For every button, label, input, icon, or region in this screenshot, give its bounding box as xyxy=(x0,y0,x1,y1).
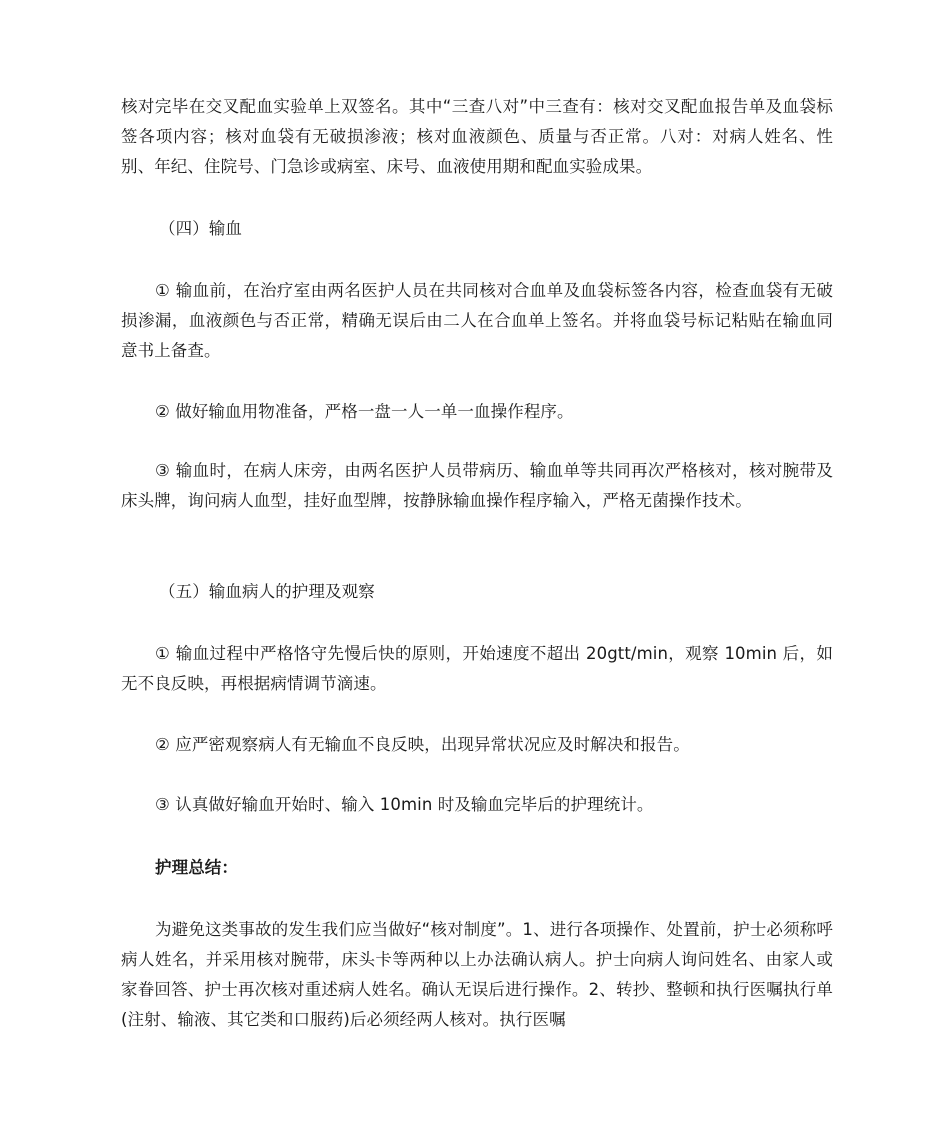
summary-heading: 护理总结： xyxy=(155,858,238,877)
section-heading-care-observation: （五）输血病人的护理及观察 xyxy=(159,582,375,601)
summary-body: 为避免这类事故的发生我们应当做好“核对制度”。1、进行各项操作、处置前，护士必须称呼病人姓名，并采用核对腕带，床头卡等两种以上办法确认病人。护士向病人询问姓名、由家人或家眷回答、护士再次核对重述病人姓名。确认无误后进行操作。2、转抄、整顿和执行医嘱执行单(注射、输液、其它类和口服药)后必须经两人核对。执行医嘱 xyxy=(121,920,833,1029)
care-item-2: ② 应严密观察病人有无输血不良反映，出现异常状况应及时解决和报告。 xyxy=(155,735,690,754)
care-item-3: ③ 认真做好输血开始时、输入 10min 时及输血完毕后的护理统计。 xyxy=(155,795,654,814)
transfusion-item-3: ③ 输血时，在病人床旁，由两名医护人员带病历、输血单等共同再次严格核对，核对腕带及床头牌，询问病人血型，挂好血型牌，按静脉输血操作程序输入，严格无菌操作技术。 xyxy=(121,461,833,510)
section-heading-transfusion: （四）输血 xyxy=(159,219,242,238)
transfusion-item-1: ① 输血前，在治疗室由两名医护人员在共同核对合血单及血袋标签各内容，检查血袋有无破损渗漏，血液颜色与否正常，精确无误后由二人在合血单上签名。并将血袋号标记粘贴在输血同意书上备查。 xyxy=(121,281,833,360)
paragraph-continuation: 核对完毕在交叉配血实验单上双签名。其中“三查八对”中三查有：核对交叉配血报告单及血袋标签各项内容；核对血袋有无破损渗液；核对血液颜色、质量与否正常。八对：对病人姓名、性别、年纪、住院号、门急诊或病室、床号、血液使用期和配血实验成果。 xyxy=(121,97,833,176)
transfusion-item-2: ② 做好输血用物准备，严格一盘一人一单一血操作程序。 xyxy=(155,402,574,421)
care-item-1: ① 输血过程中严格恪守先慢后快的原则，开始速度不超出 20gtt/min，观察 10min 后，如无不良反映，再根据病情调节滴速。 xyxy=(121,644,833,693)
